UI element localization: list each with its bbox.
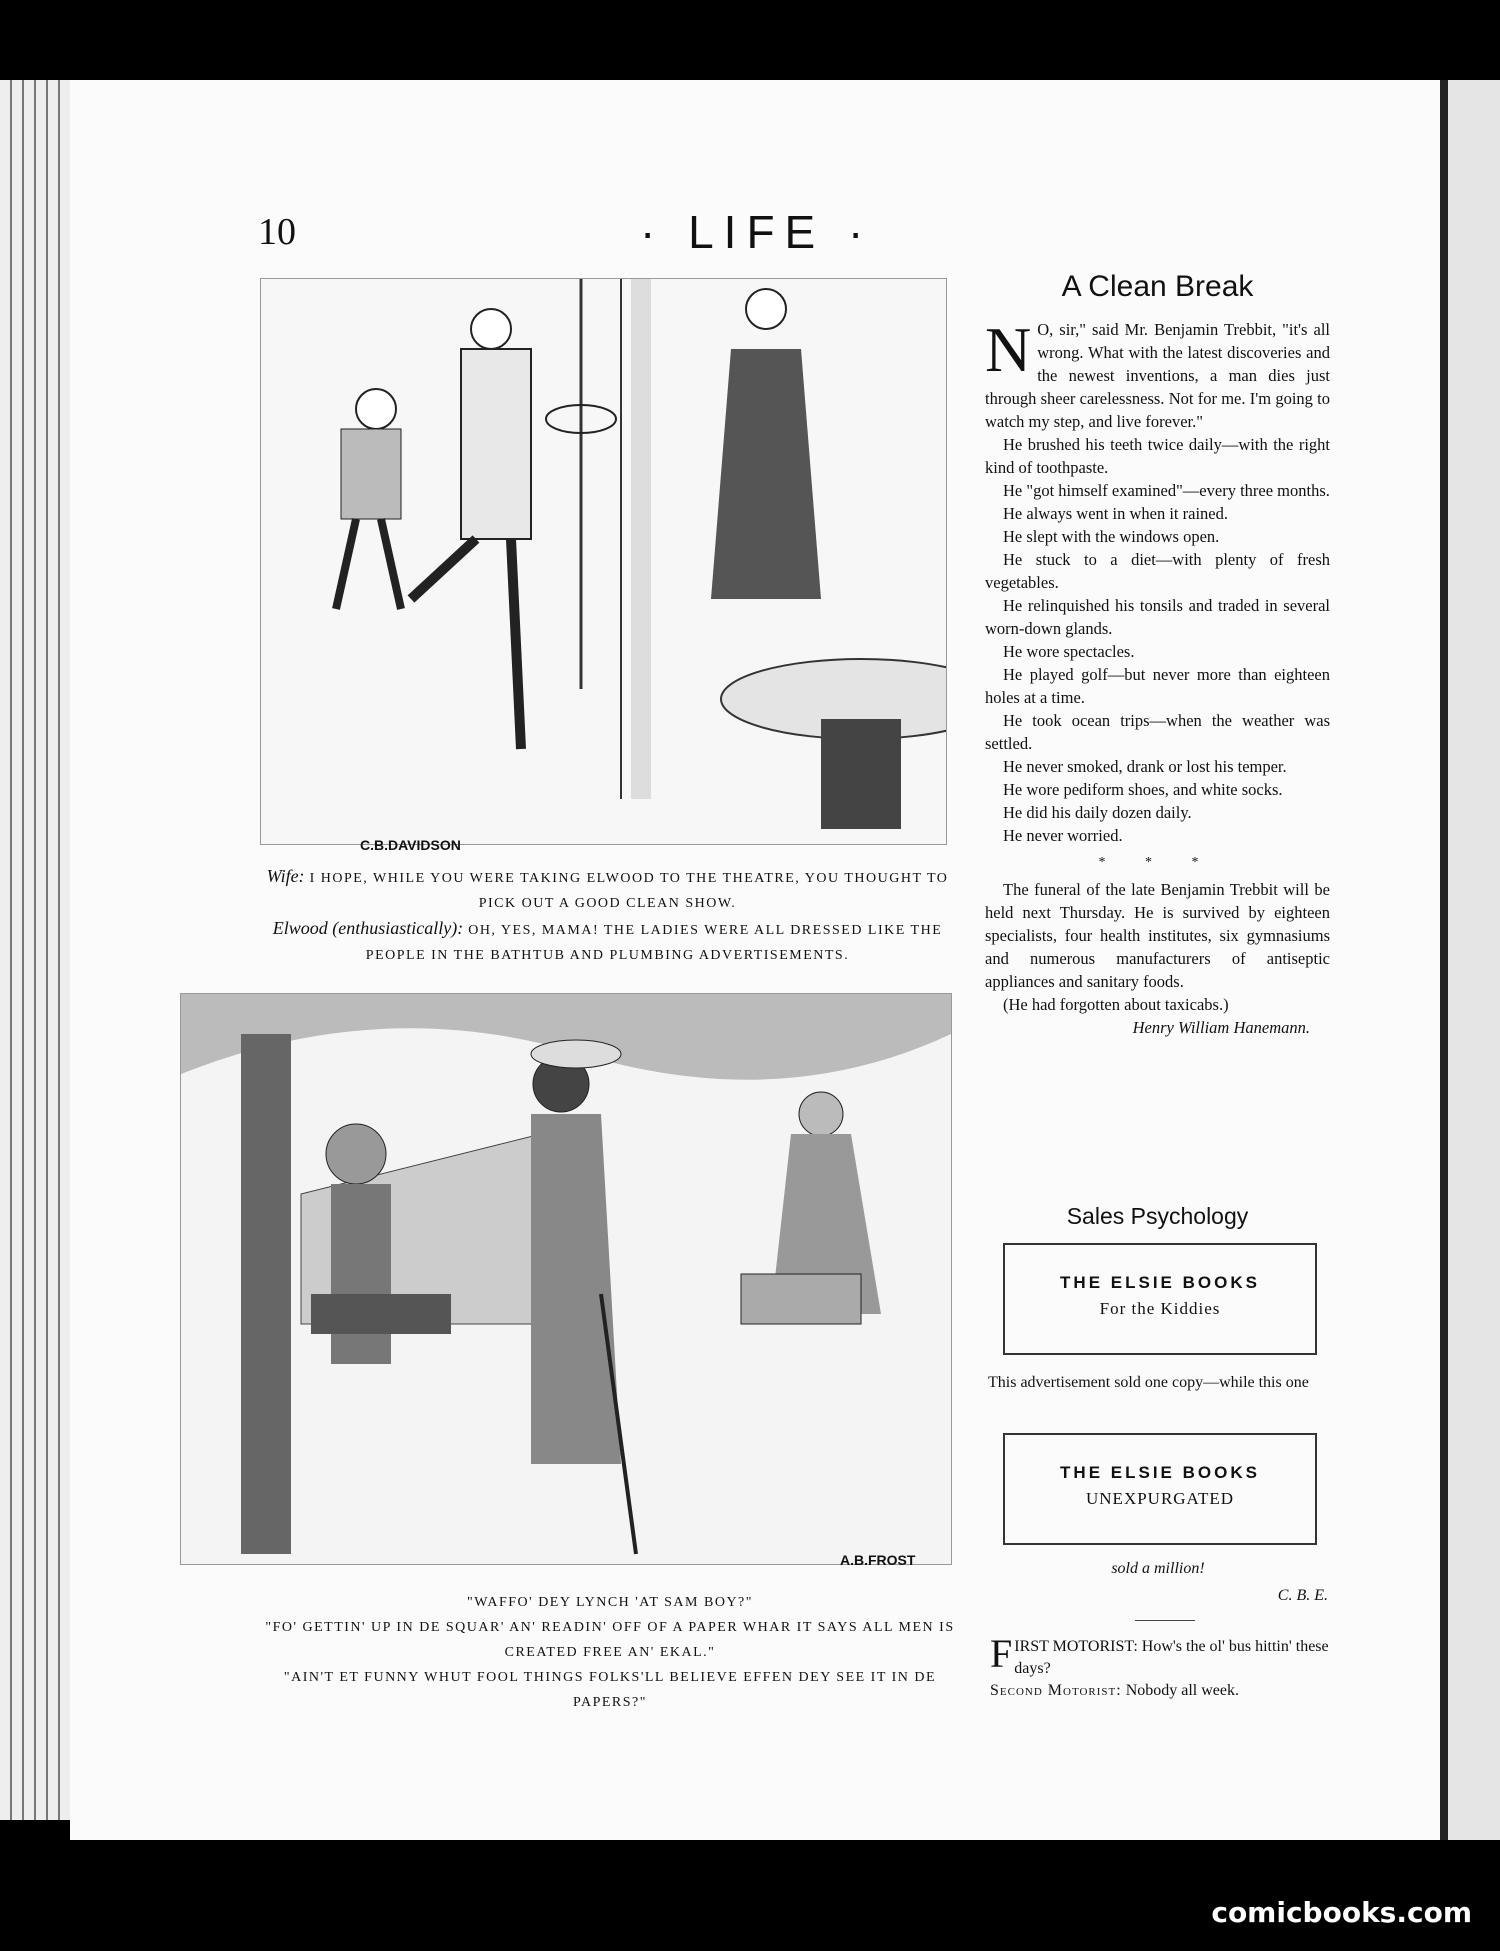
story-paragraph: He wore pediform shoes, and white socks. [1003, 780, 1283, 799]
ad-box-unexpurgated [1003, 1433, 1317, 1545]
cartoon2-signature: A.B.FROST [840, 1552, 916, 1568]
story-opening: O, sir," said Mr. Benjamin Trebbit, "it's all wrong. What with the latest discoveries and the newest inventions, a man dies just through sheer carelessness. Not for me. I'm going to watch my step, and live forever." [985, 320, 1330, 431]
story-paragraph: He did his daily dozen daily. [1003, 803, 1192, 822]
story-paragraph: He relinquished his tonsils and traded in several worn-down glands. [985, 596, 1330, 638]
story-opening-paragraph [985, 314, 1330, 433]
story-paragraph: He wore spectacles. [1003, 642, 1135, 661]
story-paragraph: He never worried. [1003, 826, 1123, 845]
story-paragraph: He "got himself examined"—every three months. [1003, 481, 1330, 500]
motorist-joke [990, 1631, 1335, 1702]
story-paragraph: He always went in when it rained. [1003, 504, 1228, 523]
cartoon-illustration-yard [180, 993, 952, 1565]
story-title: A Clean Break [1061, 270, 1254, 303]
caption-text-wife: I HOPE, WHILE YOU WERE TAKING ELWOOD TO THE THEATRE, YOU THOUGHT TO PICK OUT A GOOD CLEAN SHOW. [309, 871, 949, 911]
story-byline: Henry William Hanemann. [1132, 1018, 1310, 1037]
caption-text-elwood: OH, YES, MAMA! THE LADIES WERE ALL DRESSED LIKE THE PEOPLE IN THE BATHTUB AND PLUMBING ADVERTISEMENTS. [365, 923, 943, 963]
story-closing-paragraph: The funeral of the late Benjamin Trebbit will be held next Thursday. He is survived by eighteen specialists, four health institutes, six gymnasiums and numerous manufacturers of antiseptic appliances and sanitary foods. [985, 880, 1330, 991]
caption2-line1: "WAFFO' DEY LYNCH 'AT SAM BOY?" [467, 1595, 753, 1610]
story-paragraph: He took ocean trips—when the weather was settled. [985, 711, 1330, 753]
cartoon-drawing [261, 279, 946, 844]
cartoon-drawing-2 [181, 994, 951, 1564]
story-paragraph: He brushed his teeth twice daily—with the right kind of toothpaste. [985, 435, 1330, 477]
page-number: 10 [258, 211, 296, 253]
cartoon1-caption [255, 864, 960, 968]
joke-line2: Nobody all week. [1125, 1682, 1240, 1699]
story-paragraph: He slept with the windows open. [1003, 527, 1220, 546]
cartoon1-signature: C.B.DAVIDSON [360, 837, 461, 853]
story-closing-aside: (He had forgotten about taxicabs.) [1003, 995, 1229, 1014]
ad2-subtitle: UNEXPURGATED [1086, 1489, 1234, 1508]
watermark: comicbooks.com [1211, 1896, 1472, 1929]
caption-speaker-wife: Wife: [266, 866, 305, 886]
story-paragraph: He played golf—but never more than eighteen holes at a time. [985, 665, 1330, 707]
caption-speaker-elwood: Elwood (enthusiastically): [272, 918, 464, 938]
masthead: · LIFE · [640, 206, 874, 258]
cartoon2-caption [250, 1590, 970, 1715]
sales-title: Sales Psychology [1066, 1203, 1249, 1229]
ad1-subtitle: For the Kiddies [1099, 1299, 1221, 1318]
story-body [985, 314, 1330, 1039]
joke-speaker2: Second Motorist: [990, 1682, 1122, 1699]
story-dropcap: N [985, 314, 1032, 385]
sales-byline: C. B. E. [1277, 1587, 1328, 1604]
divider-rule [1135, 1620, 1195, 1621]
story-paragraph: He never smoked, drank or lost his temper. [1003, 757, 1287, 776]
sales-middle-text: This advertisement sold one copy—while this one [988, 1374, 1309, 1391]
facing-page-edge [1440, 80, 1500, 1840]
sales-result: sold a million! [1111, 1560, 1205, 1577]
story-paragraph: He stuck to a diet—with plenty of fresh vegetables. [985, 550, 1330, 592]
joke-dropcap: F [990, 1631, 1013, 1676]
ad2-title: THE ELSIE BOOKS [1060, 1463, 1260, 1482]
joke-line1: IRST MOTORIST: How's the ol' bus hittin' these days? [1014, 1638, 1329, 1677]
ad-box-kiddies [1003, 1243, 1317, 1355]
caption2-line2: "FO' GETTIN' UP IN DE SQUAR' AN' READIN' OFF OF A PAPER WHAR IT SAYS ALL MEN IS CREATED FREE AN' EKAL." [265, 1620, 955, 1660]
caption2-line3: "AIN'T ET FUNNY WHUT FOOL THINGS FOLKS'LL BELIEVE EFFEN DEY SEE IT IN DE PAPERS?" [283, 1670, 937, 1710]
cartoon-illustration-family [260, 278, 947, 845]
ad1-title: THE ELSIE BOOKS [1060, 1273, 1260, 1292]
section-stars: * * * [1098, 855, 1217, 870]
